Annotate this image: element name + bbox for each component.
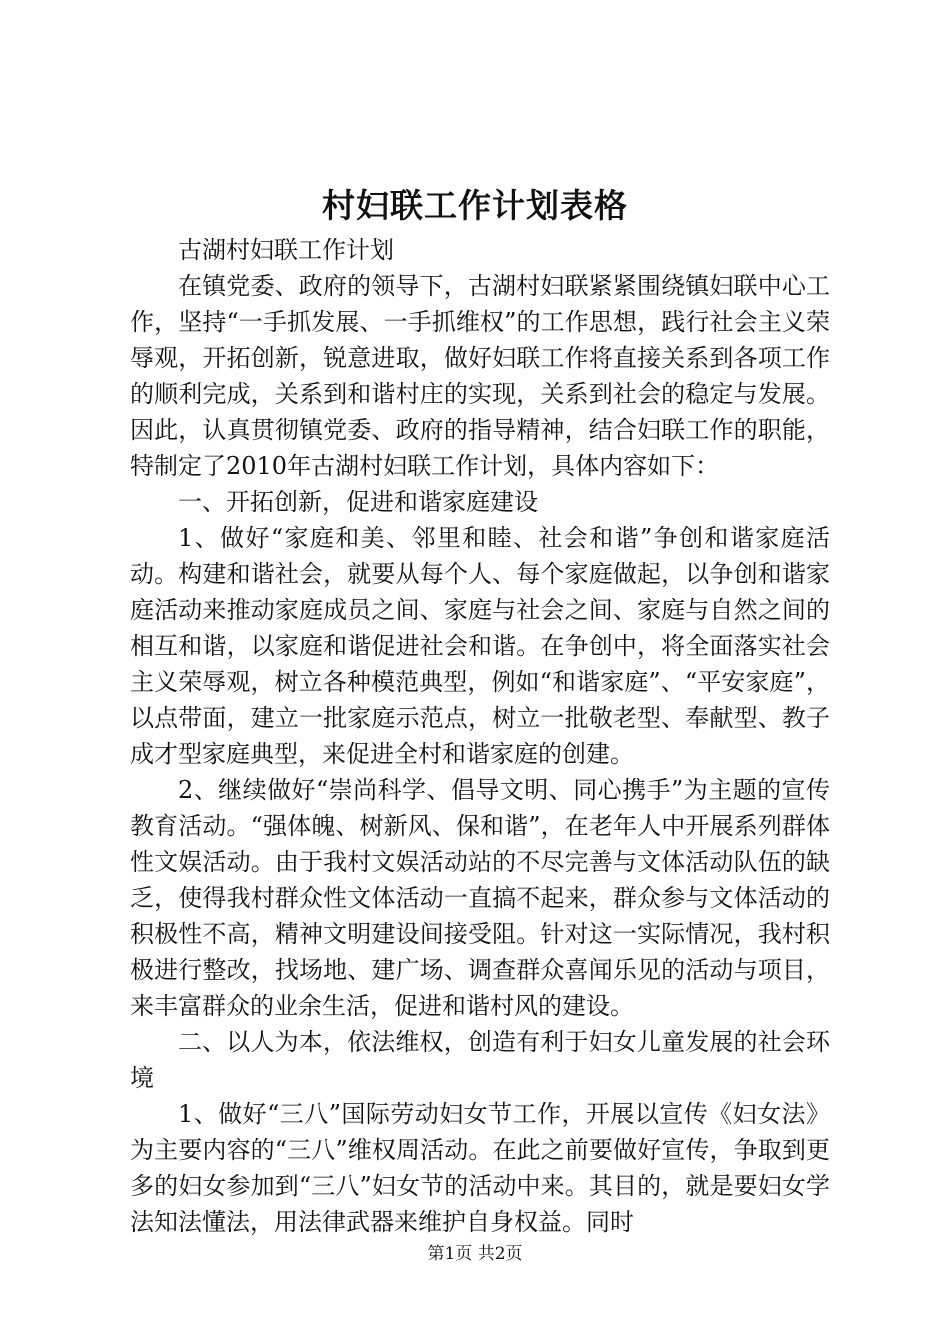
- paragraph-intro: 在镇党委、政府的领导下，古湖村妇联紧紧围绕镇妇联中心工作，坚持“一手抓发展、一手抓维权”的工作思想，践行社会主义荣辱观，开拓创新，锐意进取，做好妇联工作将直接关系到各项工作的顺利完成，关系到和谐村庄的实现，关系到社会的稳定与发展。因此，认真贯彻镇党委、政府的指导精神，结合妇联工作的职能，特制定了2010年古湖村妇联工作计划，具体内容如下：: [130, 272, 830, 480]
- document-body: [130, 232, 830, 1240]
- paragraph-1-1: 1、做好“家庭和美、邻里和睦、社会和谐”争创和谐家庭活动。构建和谐社会，就要从每个人、每个家庭做起，以争创和谐家庭活动来推动家庭成员之间、家庭与社会之间、家庭与自然之间的相互和谐，以家庭和谐促进社会和谐。在争创中，将全面落实社会主义荣辱观，树立各种模范典型，例如“和谐家庭”、“平安家庭”，以点带面，建立一批家庭示范点，树立一批敬老型、奉献型、教子成才型家庭典型，来促进全村和谐家庭的创建。: [130, 524, 830, 768]
- paragraph-subtitle: 古湖村妇联工作计划: [178, 236, 394, 264]
- document-title: 村妇联工作计划表格: [322, 186, 628, 225]
- section-heading-1: 一、开拓创新，促进和谐家庭建设: [178, 488, 538, 516]
- section-heading-2: 二、以人为本，依法维权，创造有利于妇女儿童发展的社会环境: [130, 1028, 830, 1092]
- paragraph-1-2: 2、继续做好“崇尚科学、倡导文明、同心携手”为主题的宣传教育活动。“强体魄、树新风、保和谐”，在老年人中开展系列群体性文娱活动。由于我村文娱活动站的不尽完善与文体活动队伍的缺乏，使得我村群众性文体活动一直搞不起来，群众参与文体活动的积极性不高，精神文明建设间接受阻。针对这一实际情况，我村积极进行整改，找场地、建广场、调查群众喜闻乐见的活动与项目，来丰富群众的业余生活，促进和谐村风的建设。: [130, 776, 830, 1020]
- page-footer: 第1页 共2页: [427, 1244, 523, 1264]
- paragraph-2-1: 1、做好“三八”国际劳动妇女节工作，开展以宣传《妇女法》为主要内容的“三八”维权周活动。在此之前要做好宣传，争取到更多的妇女参加到“三八”妇女节的活动中来。其目的，就是要妇女学法知法懂法，用法律武器来维护自身权益。同时: [130, 1100, 830, 1236]
